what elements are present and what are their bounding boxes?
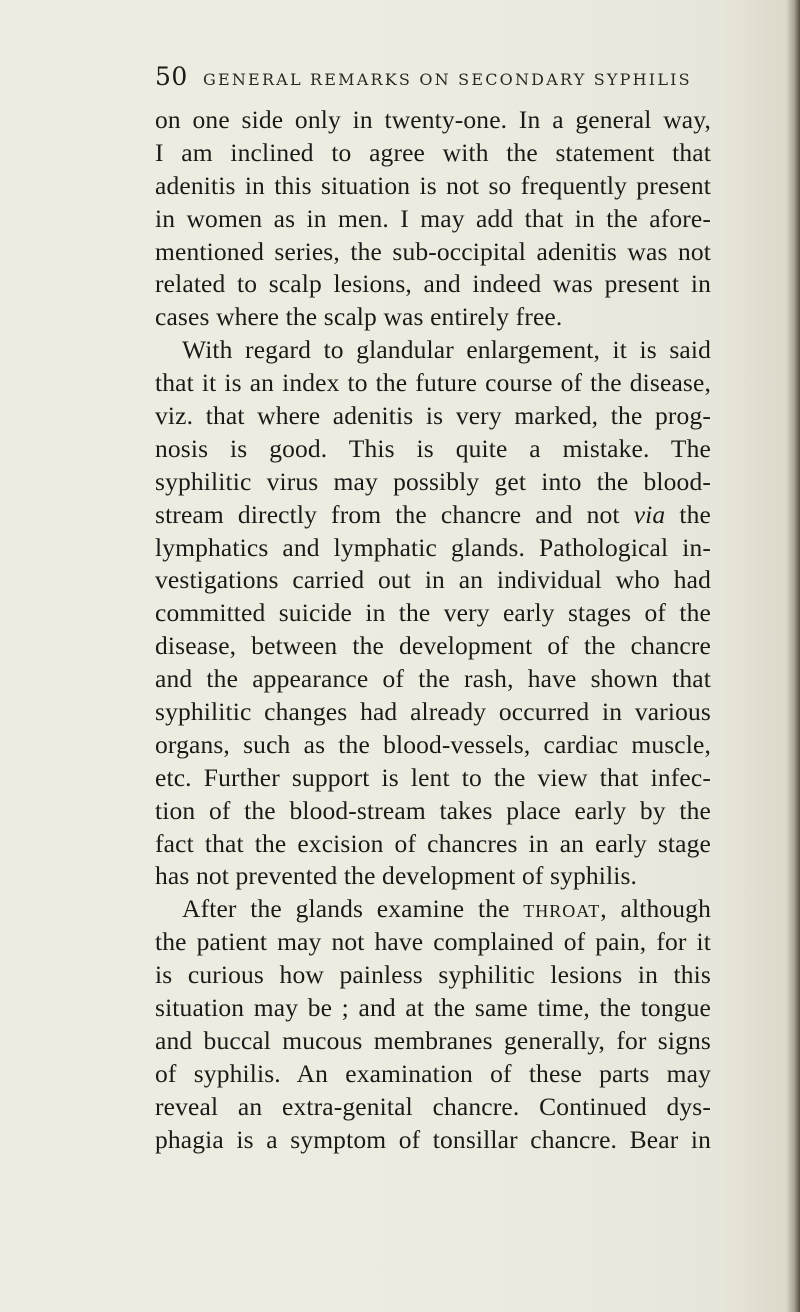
text-line: is curious how painless syphilitic lesions in this: [155, 960, 711, 990]
body-text: [155, 104, 711, 1157]
text-line: lymphatics and lymphatic glands. Pathological in-: [155, 532, 711, 562]
text-line: on one side only in twenty-one. In a general way,: [155, 105, 711, 134]
text-line: etc. Further support is lent to the view that infec-: [155, 762, 711, 792]
text-line: reveal an extra-genital chancre. Continued dys-: [155, 1091, 711, 1121]
running-head: [155, 62, 715, 92]
text-line: the patient may not have complained of pain, for it: [155, 927, 711, 957]
text-segment: After the glands examine the: [182, 894, 524, 924]
text-line: tion of the blood-stream takes place early by the: [155, 795, 711, 825]
text-line: disease, between the development of the chancre: [155, 631, 711, 661]
text-line: and buccal mucous membranes generally, for signs: [155, 1025, 711, 1055]
text-line: and the appearance of the rash, have shown that: [155, 664, 711, 694]
text-line: adenitis in this situation is not so frequently present: [155, 170, 711, 200]
text-line: committed suicide in the very early stages of the: [155, 598, 711, 628]
text-line: I am inclined to agree with the statement that: [155, 137, 711, 167]
page-edge-shadow: [786, 0, 800, 1312]
page-number: 50: [155, 62, 188, 91]
text-line: mentioned series, the sub-occipital adenitis was not: [155, 236, 711, 266]
text-line-with-italic: [155, 499, 711, 532]
text-line: has not prevented the development of syphilis.: [155, 861, 638, 891]
text-line: organs, such as the blood-vessels, cardiac muscle,: [155, 729, 711, 759]
text-line: in women as in men. I may add that in the afore-: [155, 203, 711, 233]
text-line: nosis is good. This is quite a mistake. The: [155, 433, 711, 463]
running-title: GENERAL REMARKS ON SECONDARY SYPHILIS: [203, 70, 692, 89]
text-line-with-small-caps: [155, 893, 711, 926]
text-line: viz. that where adenitis is very marked, the prog-: [155, 401, 711, 431]
text-line: vestigations carried out in an individual who had: [155, 565, 711, 595]
text-segment: stream directly from the chancre and not: [155, 499, 634, 529]
text-line: cases where the scalp was entirely free.: [155, 302, 563, 332]
text-line: With regard to glandular enlargement, it is said: [182, 335, 711, 365]
text-line: that it is an index to the future course of the disease,: [155, 368, 711, 398]
text-segment: , although: [600, 894, 711, 924]
italic-word: via: [633, 499, 666, 529]
text-line: syphilitic changes had already occurred in various: [155, 697, 711, 727]
text-line: of syphilis. An examination of these parts may: [155, 1058, 711, 1088]
text-segment: the: [665, 499, 711, 529]
text-line: phagia is a symptom of tonsillar chancre. Bear in: [155, 1124, 711, 1154]
text-line: fact that the excision of chancres in an early stage: [155, 828, 711, 858]
text-line: situation may be ; and at the same time, the tongue: [155, 993, 711, 1023]
text-line: syphilitic virus may possibly get into the blood-: [155, 466, 711, 496]
text-line: related to scalp lesions, and indeed was present in: [155, 269, 711, 299]
small-caps-word: throat: [523, 894, 601, 924]
